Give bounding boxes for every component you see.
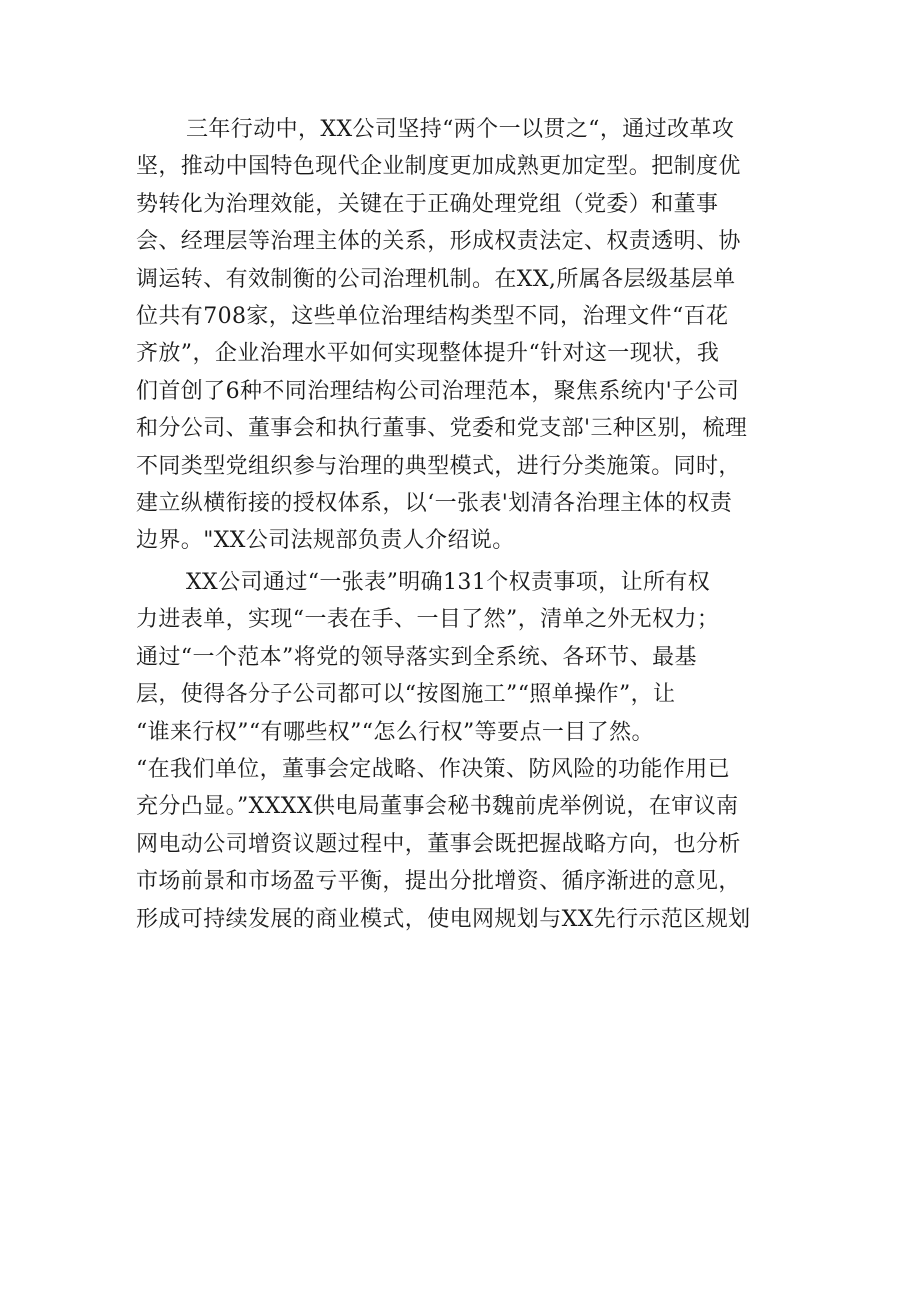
paragraph-1-line-9: 和分公司、董事会和执行董事、党委和党支部'三种区别，梳理 bbox=[136, 416, 748, 442]
paragraph-2-line-2: 力进表单，实现“一表在手、一目了然”，清单之外无权力； bbox=[136, 607, 720, 633]
paragraph-1-line-8: 们首创了6种不同治理结构公司治理范本，聚焦系统内'子公司 bbox=[136, 378, 740, 404]
paragraph-1-line-7: 齐放”，企业治理水平如何实现整体提升“针对这一现状，我 bbox=[136, 341, 720, 367]
paragraph-2-line-8: 网电动公司增资议题过程中，董事会既把握战略方向，也分析 bbox=[136, 831, 741, 857]
paragraph-1-line-12: 边界。"XX公司法规部负责人介绍说。 bbox=[136, 528, 515, 554]
paragraph-1-line-5: 调运转、有效制衡的公司治理机制。在XX,所属各层级基层单 bbox=[136, 266, 736, 292]
paragraph-2-line-3: 通过“一个范本”将党的领导落实到全系统、各环节、最基 bbox=[136, 644, 697, 670]
paragraph-2-line-9: 市场前景和市场盈亏平衡，提出分批增资、循序渐进的意见， bbox=[136, 869, 741, 895]
paragraph-2-line-1: XX公司通过“一张表”明确131个权责事项，让所有权 bbox=[186, 569, 711, 595]
paragraph-2-line-4: 层，使得各分子公司都可以“按图施工”“照单操作”，让 bbox=[136, 682, 676, 708]
paragraph-1-line-2: 坚，推动中国特色现代企业制度更加成熟更加定型。把制度优 bbox=[136, 154, 741, 180]
paragraph-1-line-6: 位共有708家，这些单位治理结构类型不同，治理文件“百花 bbox=[136, 304, 729, 330]
paragraph-1-line-11: 建立纵横衔接的授权体系，以‘一张表'划清各治理主体的权责 bbox=[136, 491, 733, 517]
paragraph-2-line-7: 充分凸显。”XXXX供电局董事会秘书魏前虎举例说，在审议南 bbox=[136, 794, 739, 820]
paragraph-1-line-1: 三年行动中，XX公司坚持“两个一以贯之“，通过改革攻 bbox=[186, 117, 735, 142]
paragraph-2-line-10: 形成可持续发展的商业模式，使电网规划与XX先行示范区规划 bbox=[136, 906, 751, 932]
paragraph-2-line-6: “在我们单位，董事会定战略、作决策、防风险的功能作用已 bbox=[136, 756, 731, 782]
document-body bbox=[136, 111, 786, 938]
paragraph-1-line-3: 势转化为治理效能，关键在于正确处理党组（党委）和董事 bbox=[136, 191, 719, 217]
paragraph-2-line-5: “谁来行权”“有哪些权”“怎么行权”等要点一目了然。 bbox=[136, 719, 654, 745]
paragraph-1-line-10: 不同类型党组织参与治理的典型模式，进行分类施策。同时， bbox=[136, 453, 741, 479]
paragraph-1-line-4: 会、经理层等治理主体的关系，形成权责法定、权责透明、协 bbox=[136, 229, 741, 255]
